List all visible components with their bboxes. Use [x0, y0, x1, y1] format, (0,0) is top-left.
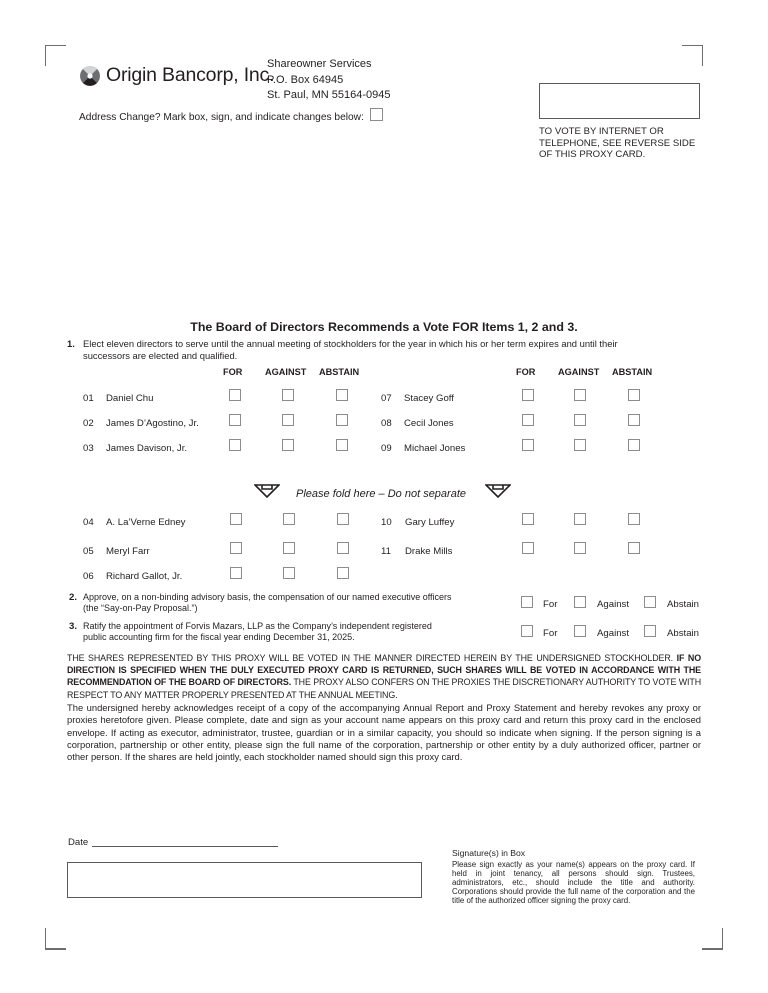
company-name: Origin Bancorp, Inc.	[106, 64, 275, 86]
director-number: 05	[83, 546, 94, 557]
col-header-for-right: FOR	[516, 367, 536, 377]
board-recommendation-title: The Board of Directors Recommends a Vote FOR Items 1, 2 and 3.	[190, 320, 578, 334]
director-number: 06	[83, 571, 94, 582]
director-abstain-checkbox[interactable]	[337, 513, 349, 525]
col-header-abstain-right: ABSTAIN	[612, 367, 653, 377]
signature-label: Signature(s) in Box	[452, 848, 526, 858]
item-2-for-checkbox[interactable]	[521, 596, 533, 608]
item-3-against-label: Against	[597, 628, 629, 639]
item-number: 2.	[69, 592, 78, 603]
director-name: James D’Agostino, Jr.	[106, 418, 199, 429]
crop-mark-top-right	[682, 45, 703, 66]
address-line: P.O. Box 64945	[267, 73, 344, 86]
statement-bold: IF NO DIRECTION IS SPECIFIED WHEN THE DULY EXECUTED PROXY CARD IS RETURNED, SUCH SHARES WILL BE VOTED IN ACCORDANCE WITH THE RECOMMENDATION OF THE BOARD OF DIRECTORS.	[67, 653, 701, 688]
director-for-checkbox[interactable]	[230, 542, 242, 554]
director-name: Richard Gallot, Jr.	[106, 571, 183, 582]
item-2-abstain-checkbox[interactable]	[644, 596, 656, 608]
director-number: 10	[381, 517, 392, 528]
signature-box[interactable]	[67, 862, 422, 898]
director-name: Gary Luffey	[405, 517, 455, 528]
director-abstain-checkbox[interactable]	[628, 414, 640, 426]
item-1-text: Elect eleven directors to serve until the annual meeting of stockholders for the year in which his or her term expires and until their	[83, 338, 618, 349]
item-2-against-checkbox[interactable]	[574, 596, 586, 608]
director-abstain-checkbox[interactable]	[628, 513, 640, 525]
director-number: 01	[83, 393, 94, 404]
director-for-checkbox[interactable]	[230, 513, 242, 525]
item-1-text-cont: successors are elected and qualified.	[83, 350, 238, 361]
director-name: Daniel Chu	[106, 393, 154, 404]
crop-mark-top-left	[45, 45, 66, 66]
director-number: 03	[83, 443, 94, 454]
director-abstain-checkbox[interactable]	[628, 389, 640, 401]
crop-mark-bottom-left	[45, 928, 66, 950]
director-abstain-checkbox[interactable]	[628, 542, 640, 554]
fold-arrow-down-icon	[485, 484, 511, 498]
director-against-checkbox[interactable]	[283, 542, 295, 554]
control-number-box	[539, 83, 700, 119]
director-name: Meryl Farr	[106, 546, 150, 557]
director-against-checkbox[interactable]	[574, 542, 586, 554]
director-for-checkbox[interactable]	[522, 414, 534, 426]
director-abstain-checkbox[interactable]	[336, 389, 348, 401]
item-1-description	[67, 338, 727, 362]
item-2-description	[69, 592, 452, 614]
item-3-for-label: For	[543, 628, 558, 639]
vote-note-line: OF THIS PROXY CARD.	[539, 149, 646, 161]
director-abstain-checkbox[interactable]	[337, 567, 349, 579]
vote-instructions	[539, 126, 695, 161]
acknowledgement-text: The undersigned hereby acknowledges receipt of a copy of the accompanying Annual Report and Proxy Statement and hereby revokes any proxy or proxies heretofore given. Please complete, date and sign as your account name appears on this proxy card and return this proxy card in the enclosed envelope. If acting as executor, administrator, trustee, guardian or in a similar capacity, you should so indicate when signing. If the person signing is a corporation, partnership or other entity, please sign the full name of the corporation, partnership or other entity by a duly authorized officer, partner or other person. If the shares are held jointly, each stockholder named should sign this proxy card.	[67, 702, 701, 763]
item-2-for-label: For	[543, 599, 558, 610]
item-3-text-cont: public accounting firm for the fiscal year ending December 31, 2025.	[83, 632, 355, 642]
crop-mark-bottom-right	[702, 928, 723, 950]
fold-instruction: Please fold here – Do not separate	[296, 488, 467, 500]
director-against-checkbox[interactable]	[574, 439, 586, 451]
director-name: Cecil Jones	[404, 418, 454, 429]
director-against-checkbox[interactable]	[574, 414, 586, 426]
director-against-checkbox[interactable]	[574, 389, 586, 401]
address-change-checkbox[interactable]	[370, 108, 383, 121]
item-3-abstain-label: Abstain	[667, 628, 699, 639]
director-against-checkbox[interactable]	[282, 414, 294, 426]
director-name: Stacey Goff	[404, 393, 454, 404]
director-number: 04	[83, 517, 94, 528]
director-for-checkbox[interactable]	[522, 513, 534, 525]
director-name: Drake Mills	[405, 546, 453, 557]
statement-part: THE PROXY ALSO CONFERS ON THE PROXIES THE DISCRETIONARY AUTHORITY TO VOTE WITH RESPECT TO ANY MATTER PROPERLY PRESENTED AT THE ANNUAL MEETING.	[67, 677, 702, 700]
director-number: 09	[381, 443, 392, 454]
address-change	[79, 112, 383, 123]
item-2-abstain-label: Abstain	[667, 599, 699, 610]
director-name: James Davison, Jr.	[106, 443, 188, 454]
director-abstain-checkbox[interactable]	[336, 439, 348, 451]
director-for-checkbox[interactable]	[522, 439, 534, 451]
director-number: 11	[381, 546, 391, 557]
date-label: Date	[68, 837, 89, 848]
item-number: 1.	[67, 338, 75, 349]
item-2-against-label: Against	[597, 599, 629, 610]
col-header-against-right: AGAINST	[558, 367, 600, 377]
director-against-checkbox[interactable]	[574, 513, 586, 525]
director-for-checkbox[interactable]	[522, 389, 534, 401]
address-line: Shareowner Services	[267, 58, 372, 70]
fold-arrow-down-icon	[254, 484, 280, 498]
item-3-abstain-checkbox[interactable]	[644, 625, 656, 637]
address-change-label: Address Change? Mark box, sign, and indicate changes below:	[79, 112, 364, 123]
statement-part: THE SHARES REPRESENTED BY THIS PROXY WILL BE VOTED IN THE MANNER DIRECTED HEREIN BY THE UNDERSIGNED STOCKHOLDER.	[67, 653, 677, 663]
director-against-checkbox[interactable]	[282, 439, 294, 451]
director-abstain-checkbox[interactable]	[337, 542, 349, 554]
director-against-checkbox[interactable]	[283, 567, 295, 579]
item-3-against-checkbox[interactable]	[574, 625, 586, 637]
director-number: 07	[381, 393, 392, 404]
director-number: 02	[83, 418, 94, 429]
origin-bancorp-logo-icon	[80, 66, 100, 86]
director-number: 08	[381, 418, 392, 429]
proxy-voting-statement	[67, 652, 701, 701]
item-number: 3.	[69, 621, 78, 632]
vote-note-line: TO VOTE BY INTERNET OR	[539, 126, 664, 137]
date-field[interactable]	[92, 846, 278, 847]
item-3-text: Ratify the appointment of Forvis Mazars, LLP as the Company’s independent registered	[83, 621, 432, 631]
director-for-checkbox[interactable]	[230, 567, 242, 579]
director-for-checkbox[interactable]	[229, 414, 241, 426]
vote-note-line: TELEPHONE, SEE REVERSE SIDE	[539, 137, 696, 149]
col-header-against-left: AGAINST	[265, 367, 307, 377]
company-address	[267, 57, 391, 104]
director-against-checkbox[interactable]	[282, 389, 294, 401]
item-3-for-checkbox[interactable]	[521, 625, 533, 637]
signature-instructions: Please sign exactly as your name(s) appears on the proxy card. If held in joint tenancy, all persons should sign. Trustees, administrators, etc., should include the title and authority. Corporations should provide the full name of the corporation and the title of the authorized officer signing the proxy card.	[452, 860, 695, 905]
director-name: Michael Jones	[404, 443, 466, 454]
col-header-for-left: FOR	[223, 367, 243, 377]
item-2-text: Approve, on a non-binding advisory basis, the compensation of our named executive officers	[83, 592, 452, 602]
address-line: St. Paul, MN 55164-0945	[267, 89, 391, 101]
item-2-text-cont: (the “Say-on-Pay Proposal.”)	[83, 603, 198, 613]
director-for-checkbox[interactable]	[229, 389, 241, 401]
director-for-checkbox[interactable]	[229, 439, 241, 451]
item-3-description	[69, 621, 432, 643]
director-against-checkbox[interactable]	[283, 513, 295, 525]
director-abstain-checkbox[interactable]	[336, 414, 348, 426]
col-header-abstain-left: ABSTAIN	[319, 367, 360, 377]
director-abstain-checkbox[interactable]	[628, 439, 640, 451]
company-logo	[80, 64, 274, 87]
director-for-checkbox[interactable]	[522, 542, 534, 554]
director-name: A. La’Verne Edney	[106, 517, 186, 528]
